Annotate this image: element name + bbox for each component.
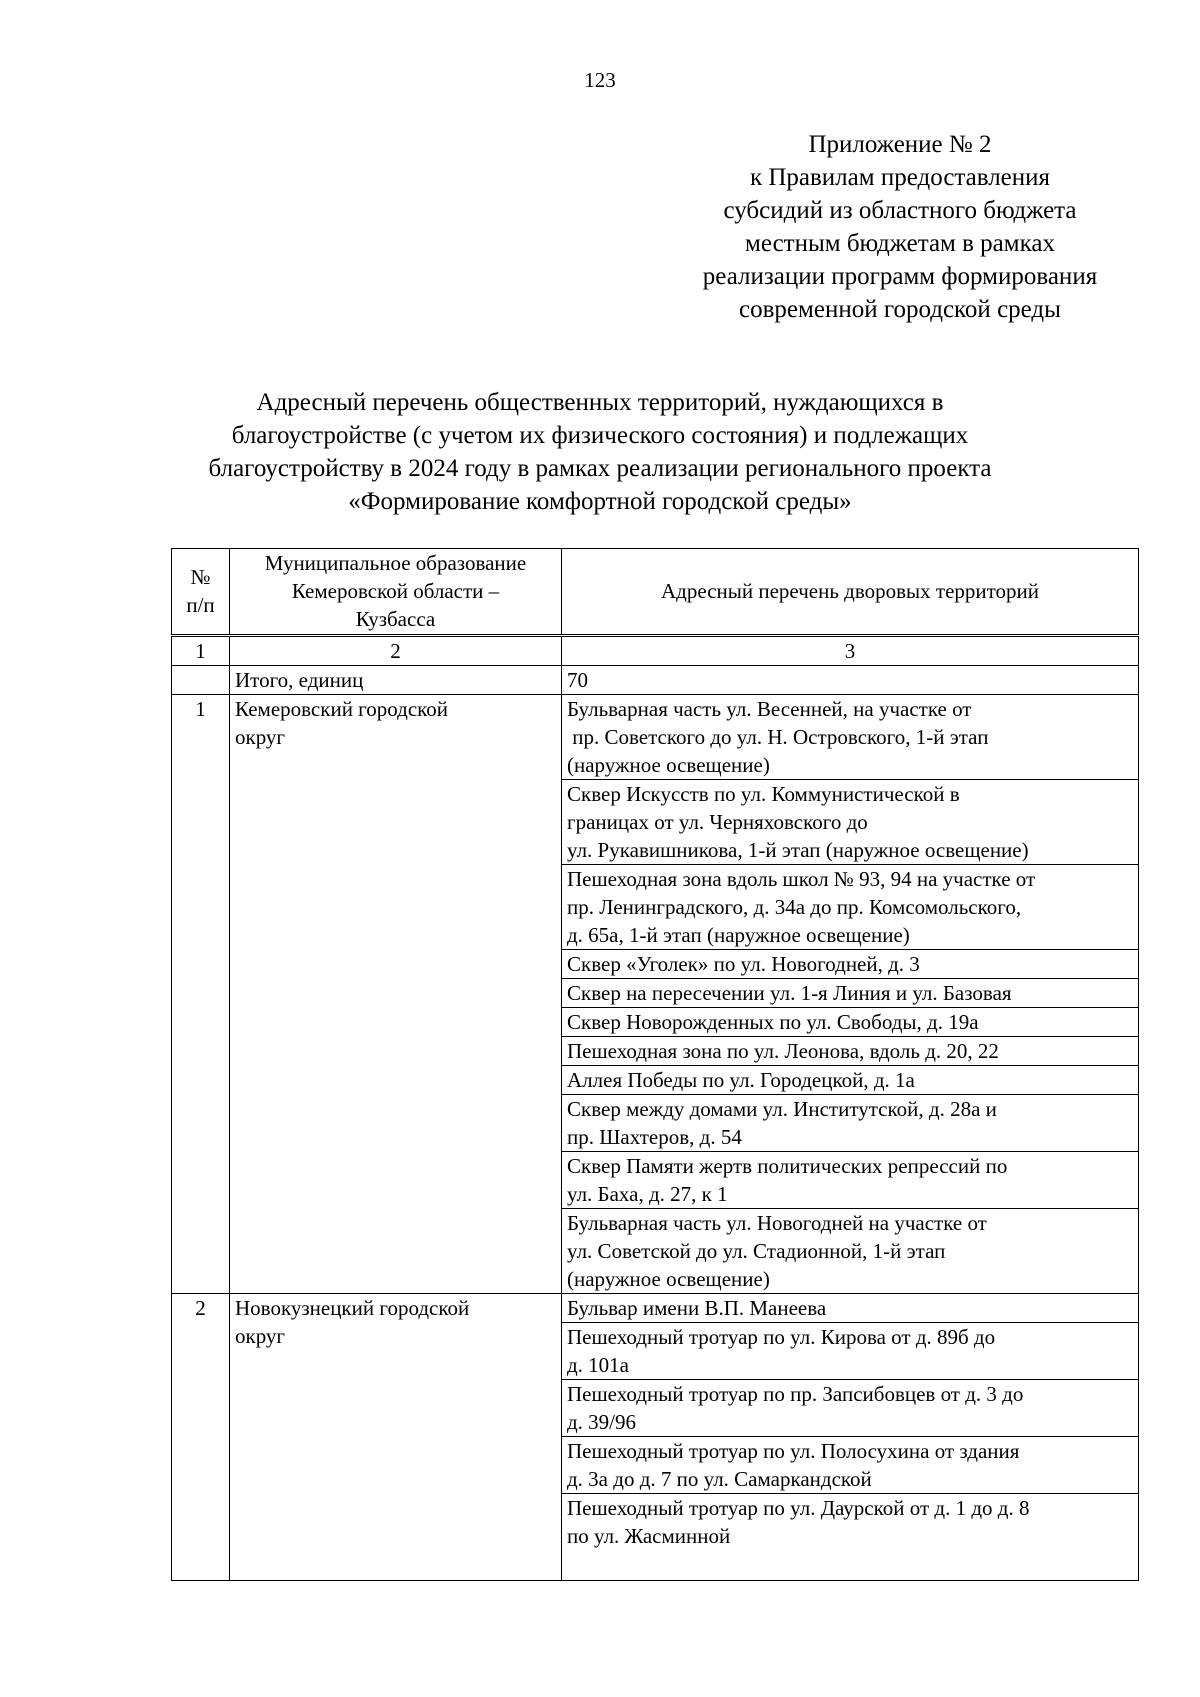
municipality-line: округ	[235, 1324, 286, 1348]
address-line: ул. Советской до ул. Стадионной, 1-й этап	[567, 1239, 946, 1263]
address-line: Аллея Победы по ул. Городецкой, д. 1а	[567, 1068, 915, 1092]
address-cell	[562, 1066, 1139, 1095]
table-header-row	[172, 549, 1139, 636]
address-line: Сквер Памяти жертв политических репрессий по	[567, 1154, 1008, 1178]
appendix-line: местным бюджетам в рамках	[745, 230, 1055, 257]
table-row	[172, 1294, 1139, 1323]
address-line: Пешеходный тротуар по ул. Кирова от д. 89б до	[567, 1325, 996, 1349]
address-line: Бульварная часть ул. Весенней, на участке от	[567, 697, 972, 721]
address-line: Пешеходный тротуар по пр. Запсибовцев от д. 3 до	[567, 1382, 1024, 1406]
territories-table	[171, 548, 1139, 1581]
municipality-line: Кемеровский городской	[235, 697, 449, 721]
address-line: Пешеходный тротуар по ул. Полосухина от здания	[567, 1439, 1020, 1463]
address-cell	[562, 1008, 1139, 1037]
address-cell	[562, 865, 1139, 950]
appendix-line: современной городской среды	[739, 296, 1061, 323]
total-value: 70	[562, 666, 1139, 695]
header-addresses: Адресный перечень дворовых территорий	[562, 549, 1139, 636]
title-line: благоустройстве (с учетом их физического состояния) и подлежащих	[231, 422, 969, 449]
address-line: д. 39/96	[567, 1410, 637, 1434]
address-cell	[562, 1152, 1139, 1209]
address-cell	[562, 1294, 1139, 1323]
address-line: пр. Ленинградского, д. 34а до пр. Комсомольского,	[567, 895, 1022, 919]
address-line: ул. Рукавишникова, 1-й этап (наружное освещение)	[567, 838, 1029, 862]
header-municipality	[230, 549, 562, 636]
address-line: по ул. Жасминной	[567, 1524, 731, 1548]
municipality-line: округ	[235, 725, 286, 749]
address-line: (наружное освещение)	[567, 1267, 770, 1291]
address-line: д. 101а	[567, 1353, 630, 1377]
appendix-line: субсидий из областного бюджета	[723, 197, 1077, 224]
row-number: 2	[172, 1294, 230, 1581]
address-line: Сквер между домами ул. Институтской, д. 28а и	[567, 1097, 997, 1121]
address-line: Сквер на пересечении ул. 1-я Линия и ул. Базовая	[567, 981, 1012, 1005]
address-line: Сквер Новорожденных по ул. Свободы, д. 19а	[567, 1010, 979, 1034]
address-line: Бульвар имени В.П. Манеева	[567, 1296, 827, 1320]
appendix-header	[645, 128, 1155, 326]
document-title	[150, 386, 1050, 518]
title-line: Адресный перечень общественных территорий, нуждающихся в	[256, 389, 944, 416]
address-cell	[562, 780, 1139, 865]
title-line: благоустройству в 2024 году в рамках реализации регионального проекта	[208, 455, 992, 482]
total-number-cell	[172, 666, 230, 695]
address-line: пр. Советского до ул. Н. Островского, 1-й этап	[567, 725, 989, 749]
address-line: (наружное освещение)	[567, 753, 770, 777]
municipality-line: Новокузнецкий городской	[235, 1296, 470, 1320]
address-line: д. 65а, 1-й этап (наружное освещение)	[567, 923, 910, 947]
total-label: Итого, единиц	[230, 666, 562, 695]
header-municipality-line: Кемеровской области –	[291, 579, 500, 603]
address-cell	[562, 1323, 1139, 1380]
title-line: «Формирование комфортной городской среды»	[348, 488, 852, 515]
municipality-cell	[230, 1294, 562, 1581]
address-line: границах от ул. Черняховского до	[567, 810, 868, 834]
address-line: пр. Шахтеров, д. 54	[567, 1125, 742, 1149]
appendix-line: Приложение № 2	[808, 131, 992, 158]
row-number: 1	[172, 695, 230, 1294]
address-line: д. 3а до д. 7 по ул. Самаркандской	[567, 1467, 872, 1491]
appendix-line: к Правилам предоставления	[749, 164, 1051, 191]
address-line: Пешеходная зона по ул. Леонова, вдоль д. 20, 22	[567, 1039, 999, 1063]
column-number: 1	[172, 636, 230, 666]
page-number: 123	[584, 68, 616, 92]
address-cell	[562, 1095, 1139, 1152]
address-cell	[562, 1437, 1139, 1494]
header-municipality-line: Муниципальное образование	[264, 551, 527, 575]
address-cell	[562, 1037, 1139, 1066]
address-cell	[562, 979, 1139, 1008]
municipality-cell	[230, 695, 562, 1294]
header-number-line: п/п	[186, 593, 215, 617]
address-cell	[562, 695, 1139, 780]
address-cell	[562, 1494, 1139, 1581]
header-number	[172, 549, 230, 636]
address-line: Пешеходный тротуар по ул. Даурской от д. 1 до д. 8	[567, 1496, 1030, 1520]
address-line: Сквер «Уголек» по ул. Новогодней, д. 3	[567, 952, 920, 976]
address-line: Сквер Искусств по ул. Коммунистической в	[567, 782, 960, 806]
column-number: 3	[562, 636, 1139, 666]
column-numbers-row	[172, 636, 1139, 666]
appendix-line: реализации программ формирования	[702, 263, 1098, 290]
address-line: ул. Баха, д. 27, к 1	[567, 1182, 728, 1206]
header-municipality-line: Кузбасса	[355, 607, 436, 631]
address-cell	[562, 1380, 1139, 1437]
address-line: Пешеходная зона вдоль школ № 93, 94 на участке от	[567, 867, 1036, 891]
total-row	[172, 666, 1139, 695]
address-cell	[562, 950, 1139, 979]
table-row	[172, 695, 1139, 780]
address-line: Бульварная часть ул. Новогодней на участке от	[567, 1211, 987, 1235]
column-number: 2	[230, 636, 562, 666]
address-cell	[562, 1209, 1139, 1294]
header-number-line: №	[190, 565, 211, 589]
